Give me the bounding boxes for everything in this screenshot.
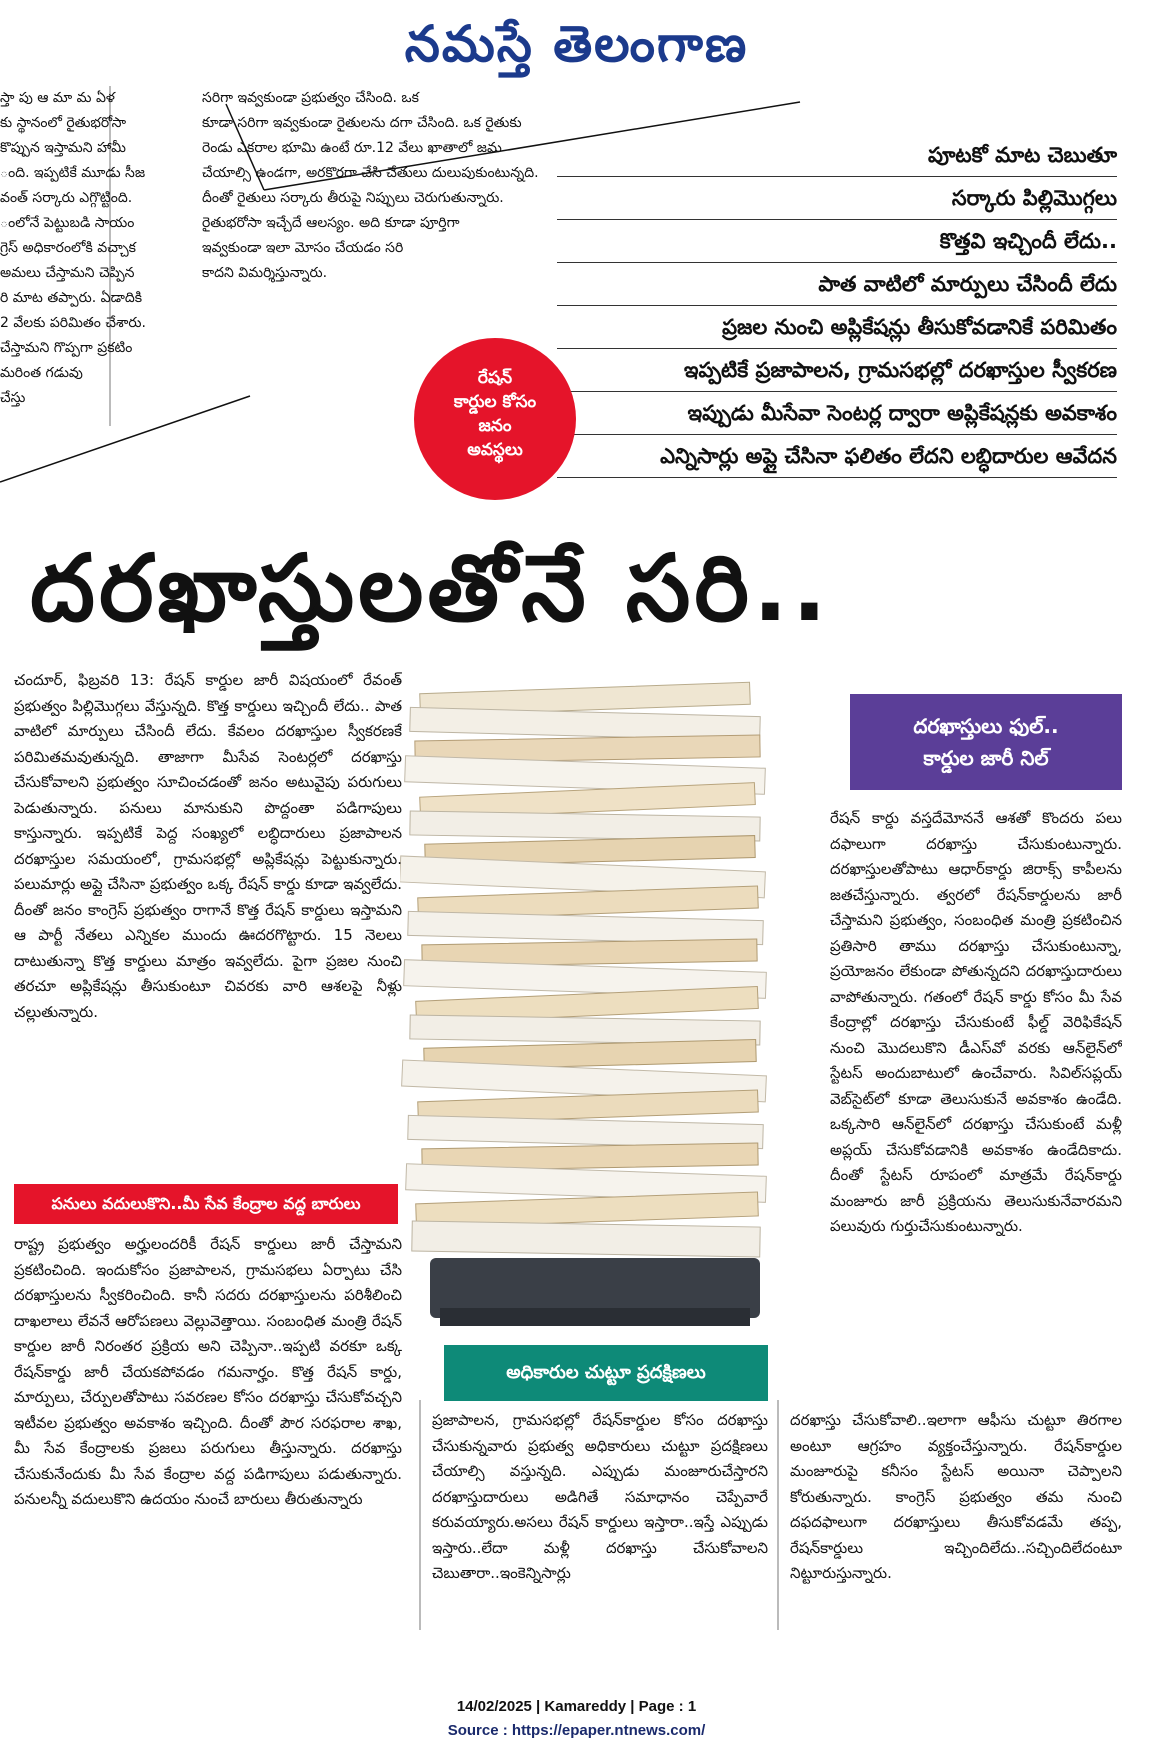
fragment-line: 2 వేలకు పరిమితం చేశారు. — [0, 315, 146, 331]
article-column-middle-bottom — [432, 1408, 768, 1638]
fragment-line: రి మాట తప్పారు. ఏడాదికి — [0, 290, 143, 306]
purple-box-line: కార్డుల జారీ నిల్ — [923, 746, 1049, 770]
article-column-left-top — [14, 668, 402, 1178]
fragment-line: కొప్పున ఇస్తామని హామీ — [0, 140, 126, 156]
highlight-line: కొత్తవి ఇచ్చిందీ లేదు.. — [557, 220, 1117, 263]
text-line: సరిగా ఇవ్వకుండా ప్రభుత్వం చేసింది. ఒక — [202, 90, 419, 106]
binder-base-icon — [440, 1308, 750, 1326]
fragment-line: చేస్తు — [0, 390, 26, 406]
subheading-red-band: పనులు వదులుకొని..మీ సేవ కేంద్రాల వద్ద బారులు — [14, 1184, 398, 1224]
article-column-right — [830, 806, 1122, 1344]
text-line: దీంతో రైతులు సర్కారు తీరుపై నిప్పులు చెరుగుతున్నారు. — [202, 190, 504, 206]
masthead — [0, 0, 1153, 80]
article-paragraph: ప్రజాపాలన, గ్రామసభల్లో రేషన్‌కార్డుల కోసం దరఖాస్తు చేసుకున్నవారు ప్రభుత్వ అధికారులు చుట్టూ ప్రదక్షిణలు చేయాల్సి వస్తున్నది. ఎప్పుడు మంజూరుచేస్తారని దరఖాస్తుదారులు అడిగితే సమాధానం చెప్పేవారే కరువయ్యారు.అసలు రేషన్ కార్డులు ఇస్తారా..ఇస్తే ఎప్పుడు ఇస్తారు..లేదా మళ్లీ దరఖాస్తు చేసుకోవాలని చెబుతారా..ఇంకెన్నిసార్లు — [432, 1411, 768, 1582]
masthead-title: నమస్తే తెలంగాణ — [404, 14, 749, 73]
badge-line: కార్డుల కోసం — [453, 392, 537, 412]
highlight-line: పూటకో మాట చెబుతూ — [557, 134, 1117, 177]
main-headline: దరఖాస్తులతోనే సరి.. — [30, 535, 831, 642]
fragment-line: ంలోనే పెట్టుబడి సాయం — [0, 215, 135, 231]
article-paragraph: దరఖాస్తు చేసుకోవాలి..ఇలాగా ఆఫీసు చుట్టూ తిరగాల అంటూ ఆగ్రహం వ్యక్తంచేస్తున్నారు. రేషన్‌కార్డుల మంజూరుపై కనీసం స్టేటస్ అయినా చెప్పాలని కోరుతున్నారు. కాంగ్రెస్ ప్రభుత్వం తమ నుంచి దఫదఫాలుగా దరఖాస్తులు తీసుకోవడమే తప్ప, రేషన్‌కార్డులు ఇచ్చిందిలేదు..సచ్చిందిలేదంటూ నిట్టూరుస్తున్నారు. — [790, 1411, 1122, 1582]
fragment-line: ంది. ఇప్పటికే మూడు సీజ — [0, 165, 146, 181]
badge-line: జనం — [478, 416, 512, 436]
fragment-line: వంత్ సర్కారు ఎగ్గొట్టింది. — [0, 190, 133, 206]
subheading-purple-box — [850, 694, 1122, 790]
red-circle-badge — [414, 338, 576, 500]
badge-line: అవస్థలు — [467, 440, 523, 460]
highlight-line: ఇప్పుడు మీసేవా సెంటర్ల ద్వారా అప్లికేషన్లకు అవకాశం — [557, 392, 1117, 435]
fragment-line: గ్రెస్ అధికారంలోకి వచ్చాక — [0, 240, 136, 256]
highlight-line: పాత వాటిలో మార్పులు చేసిందీ లేదు — [557, 263, 1117, 306]
article-column-right-bottom — [790, 1408, 1122, 1638]
page-footer — [0, 1695, 1153, 1743]
top-left-fragment-column — [0, 86, 180, 411]
file-stack-illustration — [400, 668, 830, 1348]
article-paragraph: రేషన్ కార్డు వస్తదేమోననే ఆశతో కొందరు పలు దఫాలుగా దరఖాస్తు చేసుకుంటున్నారు. దరఖాస్తులతోపాటు ఆధార్‌కార్డు జిరాక్స్ కాపీలను జతచేస్తున్నారు. త్వరలో రేషన్‌కార్డులను జారీ చేస్తామని ప్రభుత్వం, సంబంధిత మంత్రి ప్రకటించిన ప్రతిసారి తాము దరఖాస్తు చేసుకుంటున్నా, ప్రయోజనం లేకుండా పోతున్నదని దరఖాస్తుదారులు వాపోతున్నారు. గతంలో రేషన్ కార్డు కోసం మీ సేవ కేంద్రాల్లో దరఖాస్తు చేసుకుంటే ఫీల్డ్ వెరిఫికేషన్ నుంచి మొదలుకొని డీఎస్‌వో వరకు ఆన్‌లైన్‌లో స్టేటస్ అందుబాటులో ఉంచేవారు. సివిల్‌సప్లయ్ వెబ్‌సైట్‌లో కూడా తెలుసుకునే అవకాశం ఉండేది. ఒక్కసారి ఆన్‌లైన్‌లో దరఖాస్తు చేసుకుంటే మళ్లీ అప్లయ్ చేసుకోవడానికి అవకాశం ఉండేదికాదు. దీంతో స్టేటస్ రూపంలో మాత్రమే రేషన్‌కార్డు మంజూరు జారీ ప్రక్రియను తెలుసుకునేవారమని పలువురు గుర్తుచేసుకుంటున్నారు. — [830, 809, 1122, 1235]
purple-box-line: దరఖాస్తులు ఫుల్.. — [913, 714, 1059, 738]
highlight-line: ఎన్నిసార్లు అప్లై చేసినా ఫలితం లేదని లబ్ధిదారుల ఆవేదన — [557, 435, 1117, 478]
paper-sheets-icon — [400, 682, 766, 1257]
fragment-line: మరింత గడువు — [0, 365, 83, 381]
text-line: రెండు ఎకరాల భూమి ఉంటే రూ.12 వేలు ఖాతాలో జమ — [202, 140, 502, 156]
highlight-line: ఇప్పటికే ప్రజాపాలన, గ్రామసభల్లో దరఖాస్తుల స్వీకరణ — [557, 349, 1117, 392]
fragment-line: కు స్థానంలో రైతుభరోసా — [0, 115, 127, 131]
article-paragraph: చందూర్, ఫిబ్రవరి 13: రేషన్ కార్డుల జారీ విషయంలో రేవంత్ ప్రభుత్వం పిల్లిమొగ్గలు వేస్తున్నది. కొత్త కార్డులు ఇచ్చిందీ లేదు.. పాత వాటిలో మార్పులు చేసిందీ లేదు. కేవలం దరఖాస్తుల స్వీకరణకే పరిమితమవుతున్నది. తాజాగా మీసేవ సెంటర్లలో దరఖాస్తు చేసుకోవాలని ప్రభుత్వం సూచించడంతో జనం అటువైపు పరుగులు పెడుతున్నారు. పనులు మానుకుని పొద్దంతా పడిగాపులు కాస్తున్నారు. ఇప్పటికే పెద్ద సంఖ్యలో లబ్ధిదారులు ప్రజాపాలన దరఖాస్తుల సమయంలో, గ్రామసభల్లో అప్లికేషన్లు పెట్టుకున్నారు. పలుమార్లు అప్లై చేసినా ప్రభుత్వం ఒక్క రేషన్ కార్డు కూడా ఇవ్వలేదు. దీంతో జనం కాంగ్రెస్ ప్రభుత్వం రాగానే కొత్త రేషన్ కార్డులు ఇస్తామని ఆ పార్టీ నేతలు ఎన్నికల ముందు ఊదరగొట్టారు. 15 నెలలు దాటుతున్నా కొత్త కార్డులు మాత్రం ఇవ్వలేదు. పైగా ప్రజల నుంచి తరచూ అప్లికేషన్లు తీసుకుంటూ చివరకు వారి ఆశలపై నీళ్లు చల్లుతున్నారు. — [14, 671, 402, 1021]
text-line: చేయాల్సి ఉండగా, అరకొరగా చేసి చేతులు దులుపుకుంటున్నది. — [202, 165, 539, 181]
footer-date-line: 14/02/2025 | Kamareddy | Page : 1 — [456, 1698, 697, 1715]
badge-line: రేషన్ — [477, 368, 513, 388]
fragment-line: స్తా పు ఆ మా మ ఏళ — [0, 90, 115, 106]
text-line: ఇవ్వకుండా ఇలా మోసం చేయడం సరి — [202, 240, 404, 256]
article-paragraph: రాష్ట్ర ప్రభుత్వం అర్హులందరికీ రేషన్ కార్డులు జారీ చేస్తామని ప్రకటించింది. ఇందుకోసం ప్రజాపాలన, గ్రామసభలు ఏర్పాటు చేసి దరఖాస్తులను స్వీకరించింది. కానీ సదరు దరఖాస్తులను పరిశీలించి దాఖలాలు లేవనే ఆరోపణలు వెల్లువెత్తాయి. సంబంధిత మంత్రి రేషన్ కార్డుల జారీ నిరంతర ప్రక్రియ అని చెప్పినా..ఇప్పటి వరకూ ఒక్క రేషన్‌కార్డు జారీ చేయకపోవడం గమనార్హం. కొత్త రేషన్ కార్డు, మార్పులు, చేర్పులతోపాటు సవరణల కోసం దరఖాస్తు చేసుకోవచ్చని ఇటీవల ప్రభుత్వం అవకాశం ఇచ్చింది. దీంతో పౌర సరఫరాల శాఖ, మీ సేవ కేంద్రాలకు ప్రజలు పరుగులు తీస్తున్నారు. దరఖాస్తు చేసుకునేందుకు మీ సేవ కేంద్రాల వద్ద పడిగాపులు పడుతున్నారు. పనులన్నీ వదులుకొని ఉదయం నుంచే బారులు తీరుతున్నారు — [14, 1235, 402, 1508]
highlight-line: సర్కారు పిల్లిమొగ్గలు — [557, 177, 1117, 220]
highlight-line: ప్రజల నుంచి అప్లికేషన్లు తీసుకోవడానికే పరిమితం — [557, 306, 1117, 349]
fragment-line: అమలు చేస్తామని చెప్పిన — [0, 265, 135, 281]
text-line: రైతుభరోసా ఇచ్చేదే ఆలస్యం. అది కూడా పూర్తిగా — [202, 215, 460, 231]
text-line: కూడా సరిగా ఇవ్వకుండా రైతులను దగా చేసింది. ఒక రైతుకు — [202, 115, 522, 131]
fragment-line: చేస్తామని గొప్పగా ప్రకటిం — [0, 340, 133, 356]
subheading-green-band: అధికారుల చుట్టూ ప్రదక్షిణలు — [444, 1345, 768, 1401]
footer-source-link[interactable]: Source : https://epaper.ntnews.com/ — [447, 1722, 706, 1739]
highlights-box — [557, 134, 1117, 478]
text-line: కాదని విమర్శిస్తున్నారు. — [202, 265, 328, 281]
